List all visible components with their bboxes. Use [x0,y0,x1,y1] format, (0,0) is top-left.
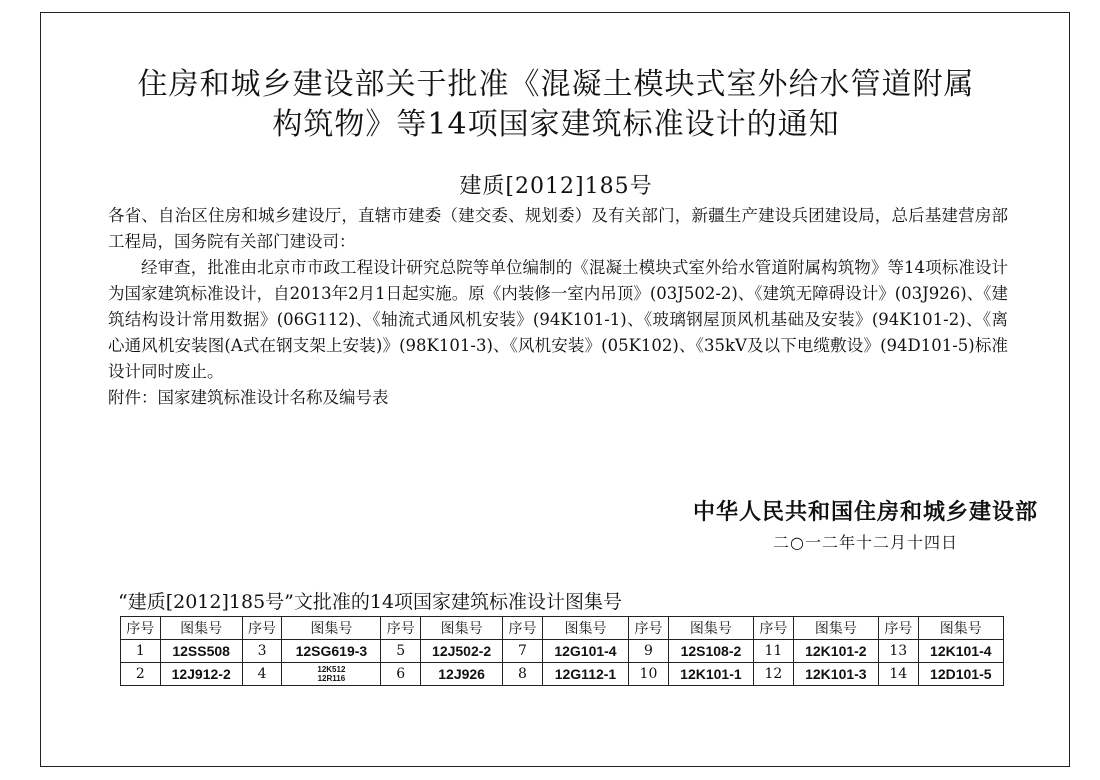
table-cell-atlas-number: 12K101-3 [793,663,878,686]
document-body [108,203,1008,411]
header-cell: 序号 [879,617,919,640]
table-caption: “建质[2012]185号”文批准的14项国家建筑标准设计图集号 [118,591,623,613]
header-cell: 图集号 [421,617,503,640]
main-paragraph: 经审查，批准由北京市市政工程设计研究总院等单位编制的《混凝土模块式室外给水管道附属构筑物》等14项标准设计为国家建筑标准设计，自2013年2月1日起实施。原《内装修一室内吊顶》(03J502-2)、《建筑无障碍设计》(03J926)、《建筑结构设计常用数据》(06G112)、《轴流式通风机安装》(94K101-1)、《玻璃钢屋顶风机基础及安装》(94K101-2)、《离心通风机安装图(A式在钢支架上安装)》(98K101-3)、《风机安装》(05K102)、《35kV及以下电缆敷设》(94D101-5)标准设计同时废止。 [108,258,1008,381]
table-cell-index: 9 [629,640,669,663]
table-cell-index: 8 [503,663,543,686]
table-cell-index: 11 [754,640,794,663]
table-cell-index: 7 [503,640,543,663]
document-title [41,65,1071,145]
table-row [121,663,1004,686]
stacked-number-top: 12K512 [317,665,346,674]
table-cell-atlas-number: 12J502-2 [421,640,503,663]
recipients-paragraph: 各省、自治区住房和城乡建设厅，直辖市建委（建交委、规划委）及有关部门，新疆生产建设兵团建设局，总后基建营房部工程局，国务院有关部门建设司： [108,206,1008,251]
title-line-2: 构筑物》等14项国家建筑标准设计的通知 [272,107,840,142]
header-cell: 序号 [381,617,421,640]
table-cell-atlas-number: 12J912-2 [160,663,242,686]
table-cell-atlas-number: 12G101-4 [542,640,628,663]
table-cell-index: 6 [381,663,421,686]
table-cell-index: 5 [381,640,421,663]
table-cell-index: 14 [879,663,919,686]
stacked-number-bottom: 12R116 [317,674,346,683]
table-cell-index: 1 [121,640,161,663]
header-cell: 序号 [242,617,282,640]
header-cell: 图集号 [918,617,1003,640]
table-row [121,640,1004,663]
atlas-number-table [120,616,1004,686]
title-line-1: 住房和城乡建设部关于批准《混凝土模块式室外给水管道附属 [137,67,975,102]
issuer-name: 中华人民共和国住房和城乡建设部 [692,500,1038,525]
table-cell-atlas-number: 12SG619-3 [282,640,381,663]
header-cell: 图集号 [668,617,753,640]
table-cell-atlas-number: 12K101-2 [793,640,878,663]
table-cell-atlas-number: 12K101-4 [918,640,1003,663]
attachment-line: 附件：国家建筑标准设计名称及编号表 [108,388,389,407]
table-cell-atlas-number: 12K101-1 [668,663,753,686]
table-cell-index: 4 [242,663,282,686]
table-cell-atlas-number: 12G112-1 [542,663,628,686]
header-cell: 图集号 [282,617,381,640]
header-cell: 序号 [629,617,669,640]
table-cell-index: 10 [629,663,669,686]
header-cell: 序号 [754,617,794,640]
table-cell-atlas-number: 12J926 [421,663,503,686]
header-cell: 图集号 [160,617,242,640]
table-cell-atlas-number: 12SS508 [160,640,242,663]
table-cell-atlas-number: 12D101-5 [918,663,1003,686]
table-cell-atlas-number: 12S108-2 [668,640,753,663]
header-cell: 图集号 [793,617,878,640]
table-cell-index: 2 [121,663,161,686]
table-cell-index: 3 [242,640,282,663]
header-cell: 序号 [121,617,161,640]
table-cell-atlas-number-stacked [282,663,381,686]
document-number: 建质[2012]185号 [459,174,653,199]
table-cell-index: 12 [754,663,794,686]
table-cell-index: 13 [879,640,919,663]
issue-date: 二○一二年十二月十四日 [773,533,958,552]
header-cell: 图集号 [542,617,628,640]
header-cell: 序号 [503,617,543,640]
table-header-row [121,617,1004,640]
